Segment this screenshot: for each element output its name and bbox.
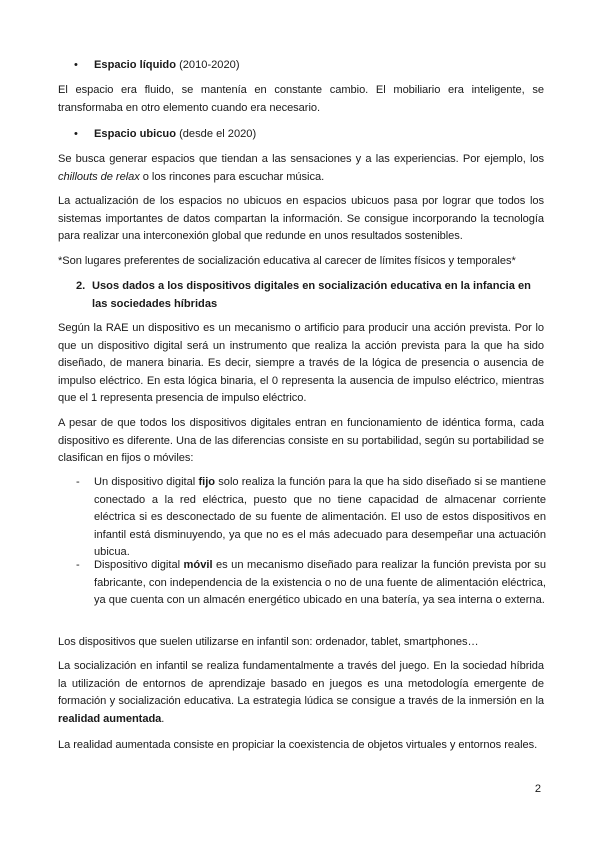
section-heading-2 <box>76 278 546 313</box>
paragraph-text: Los dispositivos que suelen utilizarse en infantil son: ordenador, tablet, smartphones… <box>58 636 479 648</box>
bullet-dot: • <box>74 59 78 71</box>
bullet-rest: (desde el 2020) <box>175 128 257 140</box>
paragraph-actualizacion <box>58 193 544 246</box>
text-run: Un dispositivo digital <box>94 476 199 488</box>
paragraph-dispositivos-infantil <box>58 634 544 652</box>
bullet-term: Espacio ubicuo <box>94 128 176 140</box>
dash-marker: - <box>76 476 80 488</box>
paragraph-text <box>58 151 544 186</box>
paragraph-socializacion-juego <box>58 658 544 728</box>
paragraph-sensaciones <box>58 151 544 186</box>
paragraph-realidad-aumentada <box>58 737 544 755</box>
dash-marker: - <box>76 559 80 571</box>
list-item-text <box>94 557 546 610</box>
italic-run: chillouts de relax <box>58 170 140 183</box>
paragraph-espacio-fluido <box>58 82 544 117</box>
text-run: Dispositivo digital <box>94 559 184 571</box>
paragraph-text: La actualización de los espacios no ubicuos en espacios ubicuos pasa por lograr que todos los sistemas importantes de datos compartan la información. Se consigue incorporando la tecnología para realizar una interconexión global que redunde en unos resultados sostenibles. <box>58 195 544 243</box>
section-number: 2. <box>76 280 86 292</box>
paragraph-portabilidad <box>58 415 544 468</box>
paragraph-text: A pesar de que todos los dispositivos digitales entran en funcionamiento de idéntica forma, cada dispositivo es diferente. Una de las diferencias consiste en su portabilidad, según su portabilidad se clasifican en fijos o móviles: <box>58 417 544 465</box>
text-run: La socialización en infantil se realiza fundamentalmente a través del juego. En la sociedad híbrida la utilización de entornos de aprendizaje basado en juegos es una metodología emergente de formación y socialización educativa. La estrategia lúdica se consigue a través de la inmersión en la <box>58 660 544 708</box>
bold-run: móvil <box>183 559 213 571</box>
paragraph-lugares-preferentes <box>58 253 544 271</box>
paragraph-text: La realidad aumentada consiste en propiciar la coexistencia de objetos virtuales y entornos reales. <box>58 739 538 751</box>
page-number: 2 <box>534 783 541 795</box>
text-run: o los rincones para escuchar música. <box>139 170 325 183</box>
text-run: Se busca generar espacios que tiendan a las sensaciones y a las experiencias. Por ejemplo, los <box>58 153 544 165</box>
text-run: es un mecanismo diseñado para realizar la función prevista por su fabricante, con independencia de la existencia o no de una fuente de alimentación eléctrica, ya que cuenta con un almacén energético ubicado en una batería, ya sea interna o externa. <box>94 559 546 607</box>
paragraph-text: Según la RAE un dispositivo es un mecanismo o artificio para producir una acción prevista. Por lo que un dispositivo digital será un instrumento que realiza la acción prevista para la que ha sido diseñado, de manera binaria. Es decir, siempre a través de la lógica de presencia o ausencia de impulso eléctrico. En esta lógica binaria, el 0 representa la ausencia de impulso eléctrico, mientras que el 1 representa presencia de impulso eléctrico. <box>58 322 544 405</box>
text-run: solo realiza la función para la que ha sido diseñado si se mantiene conectado a la red eléctrica, puesto que no tiene capacidad de almacenar corriente eléctrica si es desconectado de su fuente de alimentación. El uso de estos dispositivos en infantil está disminuyendo, ya que no es el más adecuado para desempeñar una actuación ubicua. <box>94 476 546 559</box>
bullet-dot: • <box>74 128 78 140</box>
list-item-dispositivo-fijo <box>76 474 546 562</box>
bold-run: fijo <box>198 476 216 488</box>
paragraph-text <box>58 658 544 728</box>
paragraph-text: *Son lugares preferentes de socialización educativa al carecer de límites físicos y temporales* <box>58 255 516 267</box>
bold-run: realidad aumentada <box>58 712 162 725</box>
section-title: Usos dados a los dispositivos digitales en socialización educativa en la infancia en las sociedades híbridas <box>92 280 531 310</box>
text-run: . <box>161 712 165 725</box>
bullet-term: Espacio líquido <box>94 59 176 71</box>
list-item-dispositivo-movil <box>76 557 546 610</box>
bullet-rest: (2010-2020) <box>175 59 240 71</box>
paragraph-rae-definicion <box>58 320 544 408</box>
paragraph-text: El espacio era fluido, se mantenía en constante cambio. El mobiliario era inteligente, se transformaba en otro elemento cuando era necesario. <box>58 84 544 114</box>
list-item-text <box>94 474 546 562</box>
